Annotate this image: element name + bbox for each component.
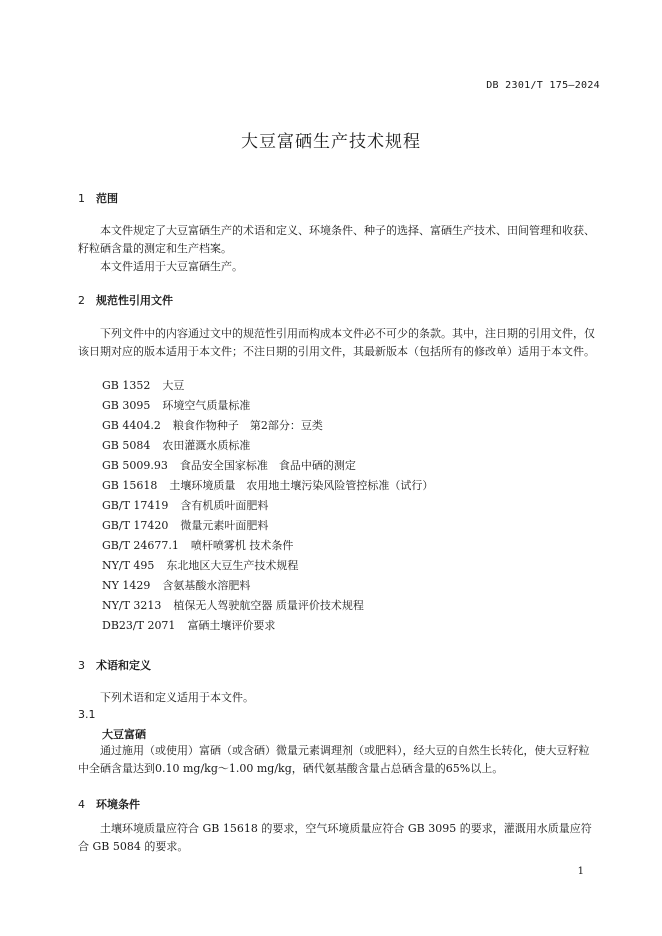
scope-paragraph-2: 本文件适用于大豆富硒生产。 xyxy=(100,260,243,273)
section-title: 环境条件 xyxy=(96,798,140,811)
reference-name: 大豆 xyxy=(162,379,185,392)
reference-item xyxy=(102,596,433,616)
reference-item xyxy=(102,576,433,596)
reference-code: DB23/T 2071 xyxy=(102,619,176,632)
term-heading: 大豆富硒 xyxy=(102,728,146,741)
reference-code: NY/T 495 xyxy=(102,559,155,572)
environment-paragraph: 土壤环境质量应符合 GB 15618 的要求，空气环境质量应符合 GB 3095 的要求，灌溉用水质量应符合 GB 5084 的要求。 xyxy=(78,822,592,853)
reference-item xyxy=(102,376,433,396)
reference-name: 东北地区大豆生产技术规程 xyxy=(166,559,299,572)
section-number: 3 xyxy=(78,659,85,672)
reference-name: 微量元素叶面肥料 xyxy=(180,519,269,532)
section-heading-normative-references xyxy=(78,292,173,308)
reference-code: NY 1429 xyxy=(102,579,151,592)
scope-paragraph-1: 本文件规定了大豆富硒生产的术语和定义、环境条件、种子的选择、富硒生产技术、田间管理和收获、籽粒硒含量的测定和生产档案。 xyxy=(78,224,595,255)
reference-code: GB 5009.93 xyxy=(102,459,168,472)
section-title: 术语和定义 xyxy=(96,659,151,672)
reference-item xyxy=(102,616,433,636)
terms-intro-paragraph: 下列术语和定义适用于本文件。 xyxy=(100,691,254,704)
reference-code: GB/T 17420 xyxy=(102,519,169,532)
section-heading-scope xyxy=(78,190,118,206)
page-number: 1 xyxy=(577,866,584,877)
reference-name: 土壤环境质量 农用地土壤污染风险管控标准（试行） xyxy=(169,479,434,492)
reference-item xyxy=(102,556,433,576)
document-code: DB 2301/T 175—2024 xyxy=(486,80,600,91)
reference-item xyxy=(102,416,433,436)
reference-code: GB/T 24677.1 xyxy=(102,539,179,552)
reference-item xyxy=(102,456,433,476)
reference-list xyxy=(102,376,433,636)
reference-name: 含有机质叶面肥料 xyxy=(180,499,269,512)
section-title: 范围 xyxy=(96,192,118,205)
reference-code: GB 3095 xyxy=(102,399,151,412)
section-number: 4 xyxy=(78,798,85,811)
reference-code: GB 15618 xyxy=(102,479,158,492)
reference-code: GB/T 17419 xyxy=(102,499,169,512)
section-heading-terms xyxy=(78,657,151,673)
section-title: 规范性引用文件 xyxy=(96,294,173,307)
reference-item xyxy=(102,476,433,496)
reference-item xyxy=(102,496,433,516)
reference-name: 含氨基酸水溶肥料 xyxy=(162,579,251,592)
reference-item xyxy=(102,396,433,416)
reference-code: GB 4404.2 xyxy=(102,419,161,432)
reference-item xyxy=(102,536,433,556)
reference-name: 粮食作物种子 第2部分：豆类 xyxy=(172,419,323,432)
section-number: 1 xyxy=(78,192,85,205)
section-number: 2 xyxy=(78,294,85,307)
references-intro-paragraph: 下列文件中的内容通过文中的规范性引用而构成本文件必不可少的条款。其中，注日期的引用文件，仅该日期对应的版本适用于本文件；不注日期的引用文件，其最新版本（包括所有的修改单）适用于本文件。 xyxy=(78,327,595,358)
subsection-number: 3.1 xyxy=(78,708,96,721)
reference-name: 农田灌溉水质标准 xyxy=(162,439,251,452)
reference-code: GB 1352 xyxy=(102,379,151,392)
term-definition: 通过施用（或使用）富硒（或含硒）微量元素调理剂（或肥料），经大豆的自然生长转化，使大豆籽粒中全硒含量达到0.10 mg/kg～1.00 mg/kg，硒代氨基酸含量占总硒含量的65%以上。 xyxy=(78,744,590,775)
reference-name: 富硒土壤评价要求 xyxy=(187,619,276,632)
reference-name: 食品安全国家标准 食品中硒的测定 xyxy=(179,459,356,472)
reference-code: NY/T 3213 xyxy=(102,599,162,612)
section-heading-environment xyxy=(78,796,140,812)
reference-name: 植保无人驾驶航空器 质量评价技术规程 xyxy=(173,599,364,612)
reference-name: 环境空气质量标准 xyxy=(162,399,251,412)
reference-item xyxy=(102,516,433,536)
reference-code: GB 5084 xyxy=(102,439,151,452)
reference-name: 喷杆喷雾机 技术条件 xyxy=(190,539,294,552)
document-title: 大豆富硒生产技术规程 xyxy=(241,132,421,152)
reference-item xyxy=(102,436,433,456)
